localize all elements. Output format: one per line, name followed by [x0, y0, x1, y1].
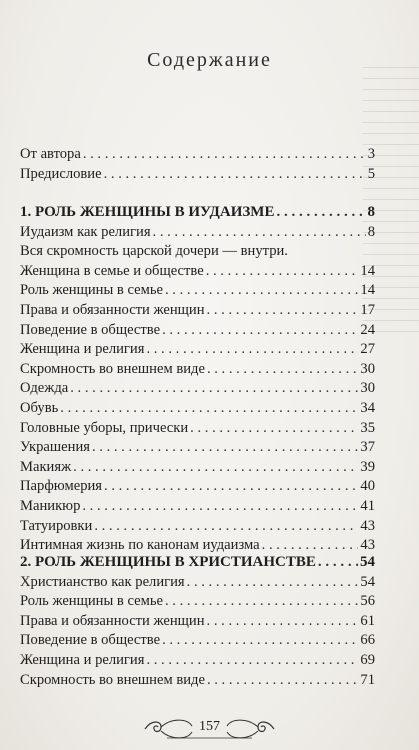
- toc-entry-title: Парфюмерия: [20, 478, 103, 495]
- toc-entry[interactable]: [20, 651, 375, 671]
- toc-entry-title: Женщина в семье и обществе: [20, 262, 204, 279]
- toc-entry-title: Христианство как религия: [20, 573, 185, 590]
- toc-entry-page: 61: [360, 612, 375, 629]
- toc-entry-page: 69: [360, 651, 375, 668]
- dot-leader: [276, 203, 365, 223]
- toc-entry-title: Поведение в обществе: [20, 321, 161, 338]
- toc-entry-page: 27: [360, 341, 375, 358]
- toc-entry-page: 43: [360, 537, 375, 554]
- dot-leader: [146, 340, 358, 360]
- dot-leader: [73, 458, 358, 478]
- chapter-1-section: [20, 203, 375, 556]
- toc-entry-page: 66: [360, 632, 375, 649]
- toc-entry[interactable]: [20, 671, 375, 691]
- toc-entry[interactable]: [20, 612, 375, 632]
- toc-entry[interactable]: [20, 399, 375, 419]
- toc-entry[interactable]: [20, 301, 375, 321]
- toc-entry-page: 40: [360, 478, 375, 495]
- dot-leader: [165, 592, 358, 612]
- dot-leader: [318, 553, 358, 573]
- toc-entry[interactable]: [20, 631, 375, 651]
- toc-entry[interactable]: [20, 419, 375, 439]
- toc-entry-page: 24: [360, 321, 375, 338]
- toc-entry-page: 34: [360, 399, 375, 416]
- toc-entry-title: От автора: [20, 146, 81, 162]
- dot-leader: [82, 497, 358, 517]
- chapter-title: 2. РОЛЬ ЖЕНЩИНЫ В ХРИСТИАНСТВЕ: [20, 554, 316, 570]
- toc-entry-title: Поведение в обществе: [20, 632, 161, 649]
- toc-entry-page: 14: [360, 262, 375, 279]
- toc-entry-page: 37: [360, 439, 375, 456]
- toc-entry-title: Одежда: [20, 380, 69, 397]
- toc-entry[interactable]: [20, 223, 375, 243]
- dot-leader: [190, 419, 358, 439]
- toc-entry[interactable]: [20, 379, 375, 399]
- toc-entry-page: 71: [360, 671, 375, 688]
- dot-leader: [187, 573, 359, 593]
- chapter-page: 8: [367, 204, 375, 220]
- toc-entry[interactable]: [20, 517, 375, 537]
- toc-entry-title: Скромность во внешнем виде: [20, 671, 205, 688]
- toc-entry-page: 3: [367, 146, 375, 162]
- dot-leader: [104, 165, 366, 185]
- toc-entry-title: Скромность во внешнем виде: [20, 360, 205, 377]
- toc-entry-title: Обувь: [20, 399, 59, 416]
- toc-entry-title: Макияж: [20, 458, 72, 475]
- dot-leader: [207, 671, 358, 691]
- toc-entry-page: 35: [360, 419, 375, 436]
- dot-leader: [94, 517, 358, 537]
- toc-entry[interactable]: [20, 145, 375, 165]
- toc-entry-title: Татуировки: [20, 517, 93, 534]
- toc-entry[interactable]: [20, 340, 375, 360]
- toc-entry-page: 5: [367, 165, 375, 182]
- toc-entry[interactable]: [20, 321, 375, 341]
- toc-entry-title: Права и обязанности женщин: [20, 612, 205, 629]
- toc-entry[interactable]: [20, 262, 375, 282]
- toc-entry-title: Женщина и религия: [20, 341, 145, 358]
- toc-entry[interactable]: [20, 165, 375, 185]
- dot-leader: [165, 281, 358, 301]
- toc-entry[interactable]: [20, 573, 375, 593]
- dot-leader: [153, 223, 366, 243]
- toc-entry-page: 56: [360, 593, 375, 610]
- dot-leader: [104, 477, 358, 497]
- toc-entry-title: Права и обязанности женщин: [20, 301, 205, 318]
- toc-entry-title: Предисловие: [20, 165, 102, 182]
- chapter-1-heading[interactable]: [20, 203, 375, 223]
- toc-entry-title: Иудаизм как религия: [20, 223, 151, 240]
- toc-entry-title: Украшения: [20, 439, 90, 456]
- toc-entry-page: 8: [367, 223, 375, 240]
- toc-entry[interactable]: [20, 360, 375, 380]
- dot-leader: [162, 321, 358, 341]
- toc-entry[interactable]: [20, 438, 375, 458]
- toc-entry[interactable]: [20, 242, 375, 262]
- toc-entry-page: 30: [360, 360, 375, 377]
- chapter-2-heading[interactable]: [20, 553, 375, 573]
- toc-entry-title: Женщина и религия: [20, 651, 145, 668]
- toc-entry-page: 39: [360, 458, 375, 475]
- dot-leader: [207, 612, 359, 632]
- dot-leader: [207, 360, 358, 380]
- page-heading: Содержание: [147, 49, 272, 71]
- dot-leader: [60, 399, 358, 419]
- chapter-page: 54: [360, 554, 375, 570]
- toc-entry-page: 41: [360, 497, 375, 514]
- page-footer: [0, 714, 419, 744]
- chapter-title: 1. РОЛЬ ЖЕНЩИНЫ В ИУДАИЗМЕ: [20, 204, 275, 220]
- page-number: 157: [199, 719, 220, 734]
- toc-entry-page: 54: [360, 573, 375, 590]
- toc-entry-title: Роль женщины в семье: [20, 282, 163, 299]
- chapter-2-section: [20, 553, 375, 690]
- toc-entry-title: Роль женщины в семье: [20, 593, 163, 610]
- toc-entry-page: 30: [360, 380, 375, 397]
- toc-entry[interactable]: [20, 281, 375, 301]
- dot-leader: [207, 301, 359, 321]
- toc-entry-page: 43: [360, 517, 375, 534]
- dot-leader: [70, 379, 358, 399]
- dot-leader: [146, 651, 358, 671]
- toc-entry[interactable]: [20, 458, 375, 478]
- toc-entry-title: Вся скромность царской дочери — внутри.: [20, 243, 288, 260]
- toc-entry[interactable]: [20, 477, 375, 497]
- front-matter-list: [20, 145, 375, 184]
- dot-leader: [83, 145, 366, 165]
- dot-leader: [92, 438, 358, 458]
- toc-entry-title: Маникюр: [20, 497, 81, 514]
- toc-entry-page: 14: [360, 282, 375, 299]
- toc-entry[interactable]: [20, 592, 375, 612]
- dot-leader: [206, 262, 359, 282]
- dot-leader: [162, 631, 358, 651]
- toc-entry[interactable]: [20, 497, 375, 517]
- toc-entry-title: Интимная жизнь по канонам иудаизма: [20, 537, 260, 554]
- toc-entry-title: Головные уборы, прически: [20, 419, 189, 436]
- toc-entry-page: 17: [360, 301, 375, 318]
